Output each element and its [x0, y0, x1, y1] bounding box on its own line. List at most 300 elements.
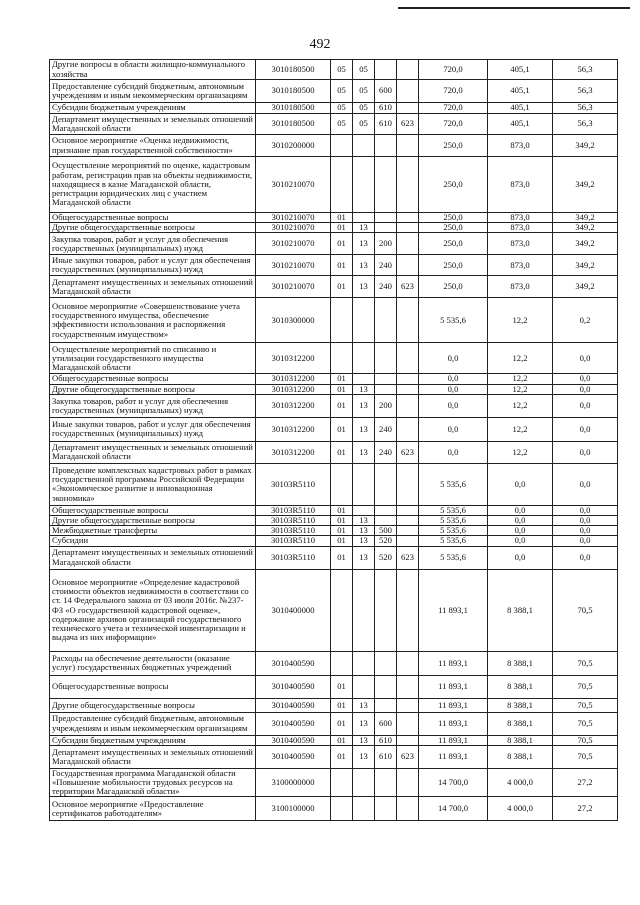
row-name: Расходы на обеспечение деятельности (оказание услуг) государственных бюджетных учреждений [50, 651, 256, 675]
percent-complete: 349,2 [553, 233, 618, 255]
actual-amount: 8 388,1 [488, 735, 553, 745]
admin-code [397, 698, 419, 712]
budget-code: 30103R5110 [256, 536, 331, 546]
admin-code [397, 797, 419, 821]
budget-table [49, 59, 618, 821]
planned-amount: 5 535,6 [419, 463, 488, 505]
actual-amount: 0,0 [488, 546, 553, 569]
row-name: Другие общегосударственные вопросы [50, 516, 256, 526]
budget-code: 3010210070 [256, 213, 331, 223]
subsection-code: 13 [353, 712, 375, 735]
percent-complete: 0,2 [553, 298, 618, 343]
subsection-code [353, 797, 375, 821]
planned-amount: 0,0 [419, 384, 488, 394]
subsection-code: 13 [353, 526, 375, 536]
budget-code: 3010180500 [256, 60, 331, 80]
actual-amount: 8 388,1 [488, 712, 553, 735]
budget-code: 3010400590 [256, 745, 331, 768]
planned-amount: 0,0 [419, 374, 488, 384]
planned-amount: 250,0 [419, 223, 488, 233]
row-name: Общегосударственные вопросы [50, 213, 256, 223]
budget-code: 3010200000 [256, 135, 331, 157]
actual-amount: 873,0 [488, 213, 553, 223]
actual-amount: 0,0 [488, 505, 553, 515]
budget-code: 3010400590 [256, 698, 331, 712]
percent-complete: 0,0 [553, 546, 618, 569]
expense-type-code: 500 [375, 526, 397, 536]
percent-complete: 56,3 [553, 60, 618, 80]
subsection-code: 05 [353, 103, 375, 114]
subsection-code: 13 [353, 233, 375, 255]
row-name: Государственная программа Магаданской области «Повышение мобильности трудовых ресурсов на территории Магаданской области» [50, 768, 256, 797]
actual-amount: 405,1 [488, 114, 553, 135]
row-name: Общегосударственные вопросы [50, 505, 256, 515]
admin-code [397, 255, 419, 276]
planned-amount: 250,0 [419, 233, 488, 255]
section-code: 05 [331, 60, 353, 80]
expense-type-code: 240 [375, 441, 397, 463]
expense-type-code: 520 [375, 546, 397, 569]
actual-amount: 405,1 [488, 60, 553, 80]
admin-code [397, 675, 419, 698]
row-name: Другие вопросы в области жилищно-коммунального хозяйства [50, 60, 256, 80]
actual-amount: 8 388,1 [488, 569, 553, 651]
planned-amount: 11 893,1 [419, 698, 488, 712]
expense-type-code [375, 797, 397, 821]
percent-complete: 0,0 [553, 374, 618, 384]
expense-type-code [375, 675, 397, 698]
expense-type-code [375, 384, 397, 394]
table-row [50, 516, 618, 526]
admin-code [397, 651, 419, 675]
section-code: 01 [331, 745, 353, 768]
table-row [50, 417, 618, 441]
section-code: 01 [331, 223, 353, 233]
budget-code: 3010312200 [256, 441, 331, 463]
expense-type-code: 240 [375, 417, 397, 441]
subsection-code: 13 [353, 276, 375, 298]
top-rule [398, 7, 630, 9]
section-code: 01 [331, 675, 353, 698]
row-name: Проведение комплексных кадастровых работ в рамках государственной программы Российской Федерации «Экономическое развитие и инновационная экономика» [50, 463, 256, 505]
planned-amount: 11 893,1 [419, 735, 488, 745]
row-name: Осуществление мероприятий по оценке, кадастровым работам, регистрации прав на объекты недвижимости, находящиеся в казне Магаданской области, регистрации юридических лиц с участием Магаданской области [50, 157, 256, 213]
budget-code: 3010312200 [256, 384, 331, 394]
table-row [50, 441, 618, 463]
budget-code: 30103R5110 [256, 526, 331, 536]
planned-amount: 720,0 [419, 103, 488, 114]
row-name: Другие общегосударственные вопросы [50, 223, 256, 233]
section-code: 01 [331, 233, 353, 255]
row-name: Другие общегосударственные вопросы [50, 384, 256, 394]
subsection-code: 13 [353, 745, 375, 768]
section-code [331, 135, 353, 157]
admin-code [397, 712, 419, 735]
expense-type-code: 610 [375, 745, 397, 768]
expense-type-code [375, 505, 397, 515]
table-row [50, 735, 618, 745]
percent-complete: 0,0 [553, 441, 618, 463]
actual-amount: 4 000,0 [488, 797, 553, 821]
budget-code: 3010210070 [256, 276, 331, 298]
table-row [50, 80, 618, 103]
subsection-code [353, 675, 375, 698]
expense-type-code [375, 651, 397, 675]
budget-code: 30103R5110 [256, 463, 331, 505]
admin-code [397, 768, 419, 797]
admin-code [397, 80, 419, 103]
budget-code: 3010400590 [256, 735, 331, 745]
percent-complete: 70,5 [553, 712, 618, 735]
actual-amount: 8 388,1 [488, 745, 553, 768]
table-row [50, 223, 618, 233]
subsection-code: 13 [353, 384, 375, 394]
expense-type-code: 600 [375, 80, 397, 103]
budget-code: 3010312200 [256, 374, 331, 384]
actual-amount: 873,0 [488, 157, 553, 213]
percent-complete: 0,0 [553, 505, 618, 515]
subsection-code: 05 [353, 80, 375, 103]
expense-type-code [375, 223, 397, 233]
percent-complete: 70,5 [553, 675, 618, 698]
admin-code: 623 [397, 114, 419, 135]
admin-code [397, 505, 419, 515]
row-name: Иные закупки товаров, работ и услуг для обеспечения государственных (муниципальных) нужд [50, 255, 256, 276]
table-row [50, 255, 618, 276]
section-code [331, 463, 353, 505]
section-code: 01 [331, 441, 353, 463]
row-name: Общегосударственные вопросы [50, 374, 256, 384]
row-name: Общегосударственные вопросы [50, 675, 256, 698]
actual-amount: 12,2 [488, 417, 553, 441]
section-code: 01 [331, 276, 353, 298]
budget-code: 3010180500 [256, 80, 331, 103]
admin-code [397, 526, 419, 536]
budget-code: 3010180500 [256, 103, 331, 114]
row-name: Предоставление субсидий бюджетным, автономным учреждениям и иным некоммерческим организациям [50, 712, 256, 735]
section-code: 01 [331, 384, 353, 394]
table-row [50, 536, 618, 546]
section-code: 01 [331, 536, 353, 546]
row-name: Основное мероприятие «Оценка недвижимости, признание прав государственной собственности» [50, 135, 256, 157]
row-name: Основное мероприятие «Определение кадастровой стоимости объектов недвижимости в соответствии со ст. 14 Федерального закона от 03 июля 2016г. №237-ФЗ «О государственной кадастровой оценке», содержание архивов организаций государственного технического учета и технической инвентаризации и выдача из них информации» [50, 569, 256, 651]
section-code [331, 651, 353, 675]
expense-type-code: 200 [375, 394, 397, 417]
percent-complete: 70,5 [553, 651, 618, 675]
budget-code: 3010210070 [256, 233, 331, 255]
percent-complete: 0,0 [553, 526, 618, 536]
percent-complete: 70,5 [553, 698, 618, 712]
admin-code [397, 103, 419, 114]
subsection-code: 13 [353, 516, 375, 526]
budget-code: 3010210070 [256, 223, 331, 233]
row-name: Субсидии [50, 536, 256, 546]
budget-code: 30103R5110 [256, 516, 331, 526]
actual-amount: 873,0 [488, 233, 553, 255]
row-name: Иные закупки товаров, работ и услуг для обеспечения государственных (муниципальных) нужд [50, 417, 256, 441]
budget-code: 3010400000 [256, 569, 331, 651]
actual-amount: 405,1 [488, 103, 553, 114]
percent-complete: 56,3 [553, 103, 618, 114]
admin-code [397, 384, 419, 394]
section-code: 01 [331, 516, 353, 526]
table-row [50, 569, 618, 651]
budget-code: 3010312200 [256, 417, 331, 441]
budget-code: 3010400590 [256, 651, 331, 675]
table-row [50, 675, 618, 698]
section-code: 05 [331, 114, 353, 135]
budget-code: 3010400590 [256, 712, 331, 735]
expense-type-code: 610 [375, 735, 397, 745]
actual-amount: 8 388,1 [488, 698, 553, 712]
admin-code [397, 374, 419, 384]
admin-code [397, 343, 419, 374]
table-row [50, 394, 618, 417]
admin-code [397, 213, 419, 223]
planned-amount: 5 535,6 [419, 298, 488, 343]
subsection-code: 05 [353, 60, 375, 80]
budget-code: 3010400590 [256, 675, 331, 698]
percent-complete: 0,0 [553, 384, 618, 394]
expense-type-code: 610 [375, 114, 397, 135]
expense-type-code [375, 213, 397, 223]
section-code: 01 [331, 213, 353, 223]
page-number: 492 [309, 37, 331, 52]
table-row [50, 343, 618, 374]
section-code: 01 [331, 374, 353, 384]
subsection-code: 13 [353, 255, 375, 276]
section-code: 01 [331, 255, 353, 276]
section-code: 05 [331, 103, 353, 114]
planned-amount: 11 893,1 [419, 569, 488, 651]
admin-code [397, 135, 419, 157]
section-code: 01 [331, 735, 353, 745]
expense-type-code [375, 569, 397, 651]
percent-complete: 349,2 [553, 255, 618, 276]
planned-amount: 720,0 [419, 114, 488, 135]
planned-amount: 5 535,6 [419, 516, 488, 526]
planned-amount: 0,0 [419, 394, 488, 417]
percent-complete: 0,0 [553, 516, 618, 526]
planned-amount: 720,0 [419, 60, 488, 80]
expense-type-code: 200 [375, 233, 397, 255]
percent-complete: 0,0 [553, 463, 618, 505]
subsection-code: 13 [353, 417, 375, 441]
actual-amount: 0,0 [488, 516, 553, 526]
actual-amount: 8 388,1 [488, 651, 553, 675]
admin-code [397, 223, 419, 233]
table-row [50, 135, 618, 157]
section-code: 05 [331, 80, 353, 103]
row-name: Департамент имущественных и земельных отношений Магаданской области [50, 546, 256, 569]
expense-type-code [375, 157, 397, 213]
expense-type-code [375, 768, 397, 797]
actual-amount: 12,2 [488, 441, 553, 463]
section-code: 01 [331, 698, 353, 712]
row-name: Департамент имущественных и земельных отношений Магаданской области [50, 276, 256, 298]
row-name: Основное мероприятие «Совершенствование учета государственного имущества, обеспечение эффективности использования и распоряжения государственным имуществом» [50, 298, 256, 343]
section-code: 01 [331, 712, 353, 735]
planned-amount: 11 893,1 [419, 712, 488, 735]
percent-complete: 70,5 [553, 745, 618, 768]
planned-amount: 5 535,6 [419, 526, 488, 536]
expense-type-code: 240 [375, 276, 397, 298]
admin-code [397, 298, 419, 343]
actual-amount: 873,0 [488, 255, 553, 276]
actual-amount: 4 000,0 [488, 768, 553, 797]
subsection-code [353, 463, 375, 505]
table-row [50, 114, 618, 135]
actual-amount: 405,1 [488, 80, 553, 103]
actual-amount: 0,0 [488, 536, 553, 546]
actual-amount: 873,0 [488, 135, 553, 157]
actual-amount: 0,0 [488, 526, 553, 536]
budget-code: 3010300000 [256, 298, 331, 343]
row-name: Основное мероприятие «Предоставление сертификатов работодателям» [50, 797, 256, 821]
actual-amount: 0,0 [488, 463, 553, 505]
subsection-code: 13 [353, 441, 375, 463]
table-row [50, 384, 618, 394]
actual-amount: 12,2 [488, 384, 553, 394]
subsection-code: 13 [353, 735, 375, 745]
row-name: Предоставление субсидий бюджетным, автономным учреждениям и иным некоммерческим организациям [50, 80, 256, 103]
table-row [50, 374, 618, 384]
actual-amount: 12,2 [488, 394, 553, 417]
row-name: Департамент имущественных и земельных отношений Магаданской области [50, 441, 256, 463]
planned-amount: 11 893,1 [419, 745, 488, 768]
table-row [50, 526, 618, 536]
table-row [50, 157, 618, 213]
table-row [50, 505, 618, 515]
subsection-code [353, 651, 375, 675]
planned-amount: 720,0 [419, 80, 488, 103]
table-row [50, 463, 618, 505]
admin-code [397, 463, 419, 505]
planned-amount: 250,0 [419, 135, 488, 157]
table-row [50, 651, 618, 675]
row-name: Межбюджетные трансферты [50, 526, 256, 536]
percent-complete: 349,2 [553, 213, 618, 223]
percent-complete: 56,3 [553, 114, 618, 135]
admin-code [397, 536, 419, 546]
percent-complete: 27,2 [553, 797, 618, 821]
table-row [50, 698, 618, 712]
row-name: Субсидии бюджетным учреждениям [50, 735, 256, 745]
subsection-code: 13 [353, 698, 375, 712]
section-code [331, 298, 353, 343]
row-name: Субсидии бюджетным учреждениям [50, 103, 256, 114]
percent-complete: 0,0 [553, 536, 618, 546]
percent-complete: 70,5 [553, 569, 618, 651]
planned-amount: 0,0 [419, 441, 488, 463]
percent-complete: 349,2 [553, 223, 618, 233]
budget-code: 3100000000 [256, 768, 331, 797]
planned-amount: 14 700,0 [419, 797, 488, 821]
admin-code [397, 233, 419, 255]
admin-code: 623 [397, 745, 419, 768]
section-code: 01 [331, 505, 353, 515]
actual-amount: 12,2 [488, 374, 553, 384]
planned-amount: 250,0 [419, 213, 488, 223]
percent-complete: 349,2 [553, 157, 618, 213]
section-code [331, 343, 353, 374]
percent-complete: 349,2 [553, 135, 618, 157]
row-name: Департамент имущественных и земельных отношений Магаданской области [50, 745, 256, 768]
table-row [50, 233, 618, 255]
table-row [50, 213, 618, 223]
subsection-code [353, 213, 375, 223]
expense-type-code [375, 60, 397, 80]
percent-complete: 0,0 [553, 343, 618, 374]
budget-code: 3010210070 [256, 157, 331, 213]
expense-type-code: 520 [375, 536, 397, 546]
planned-amount: 250,0 [419, 255, 488, 276]
planned-amount: 11 893,1 [419, 675, 488, 698]
budget-code: 3010180500 [256, 114, 331, 135]
admin-code [397, 569, 419, 651]
admin-code [397, 394, 419, 417]
admin-code [397, 157, 419, 213]
row-name: Осуществление мероприятий по списанию и утилизации государственного имущества Магаданской области [50, 343, 256, 374]
percent-complete: 349,2 [553, 276, 618, 298]
table-row [50, 298, 618, 343]
subsection-code: 13 [353, 223, 375, 233]
planned-amount: 5 535,6 [419, 546, 488, 569]
budget-code: 3010312200 [256, 343, 331, 374]
percent-complete: 0,0 [553, 417, 618, 441]
planned-amount: 5 535,6 [419, 505, 488, 515]
planned-amount: 14 700,0 [419, 768, 488, 797]
subsection-code [353, 157, 375, 213]
admin-code [397, 417, 419, 441]
table-row [50, 276, 618, 298]
table-row [50, 768, 618, 797]
subsection-code [353, 768, 375, 797]
planned-amount: 0,0 [419, 417, 488, 441]
planned-amount: 250,0 [419, 157, 488, 213]
subsection-code: 13 [353, 394, 375, 417]
admin-code: 623 [397, 276, 419, 298]
section-code: 01 [331, 417, 353, 441]
admin-code [397, 60, 419, 80]
expense-type-code [375, 463, 397, 505]
row-name: Другие общегосударственные вопросы [50, 698, 256, 712]
subsection-code [353, 298, 375, 343]
subsection-code: 13 [353, 546, 375, 569]
table-row [50, 103, 618, 114]
expense-type-code [375, 374, 397, 384]
expense-type-code [375, 698, 397, 712]
actual-amount: 873,0 [488, 276, 553, 298]
table-body [50, 60, 618, 821]
budget-code: 3100100000 [256, 797, 331, 821]
section-code [331, 157, 353, 213]
actual-amount: 12,2 [488, 298, 553, 343]
section-code: 01 [331, 526, 353, 536]
expense-type-code: 600 [375, 712, 397, 735]
expense-type-code: 610 [375, 103, 397, 114]
budget-code: 30103R5110 [256, 546, 331, 569]
section-code [331, 768, 353, 797]
budget-code: 30103R5110 [256, 505, 331, 515]
expense-type-code [375, 135, 397, 157]
expense-type-code: 240 [375, 255, 397, 276]
expense-type-code [375, 343, 397, 374]
subsection-code: 13 [353, 536, 375, 546]
subsection-code [353, 343, 375, 374]
expense-type-code [375, 298, 397, 343]
budget-code: 3010210070 [256, 255, 331, 276]
